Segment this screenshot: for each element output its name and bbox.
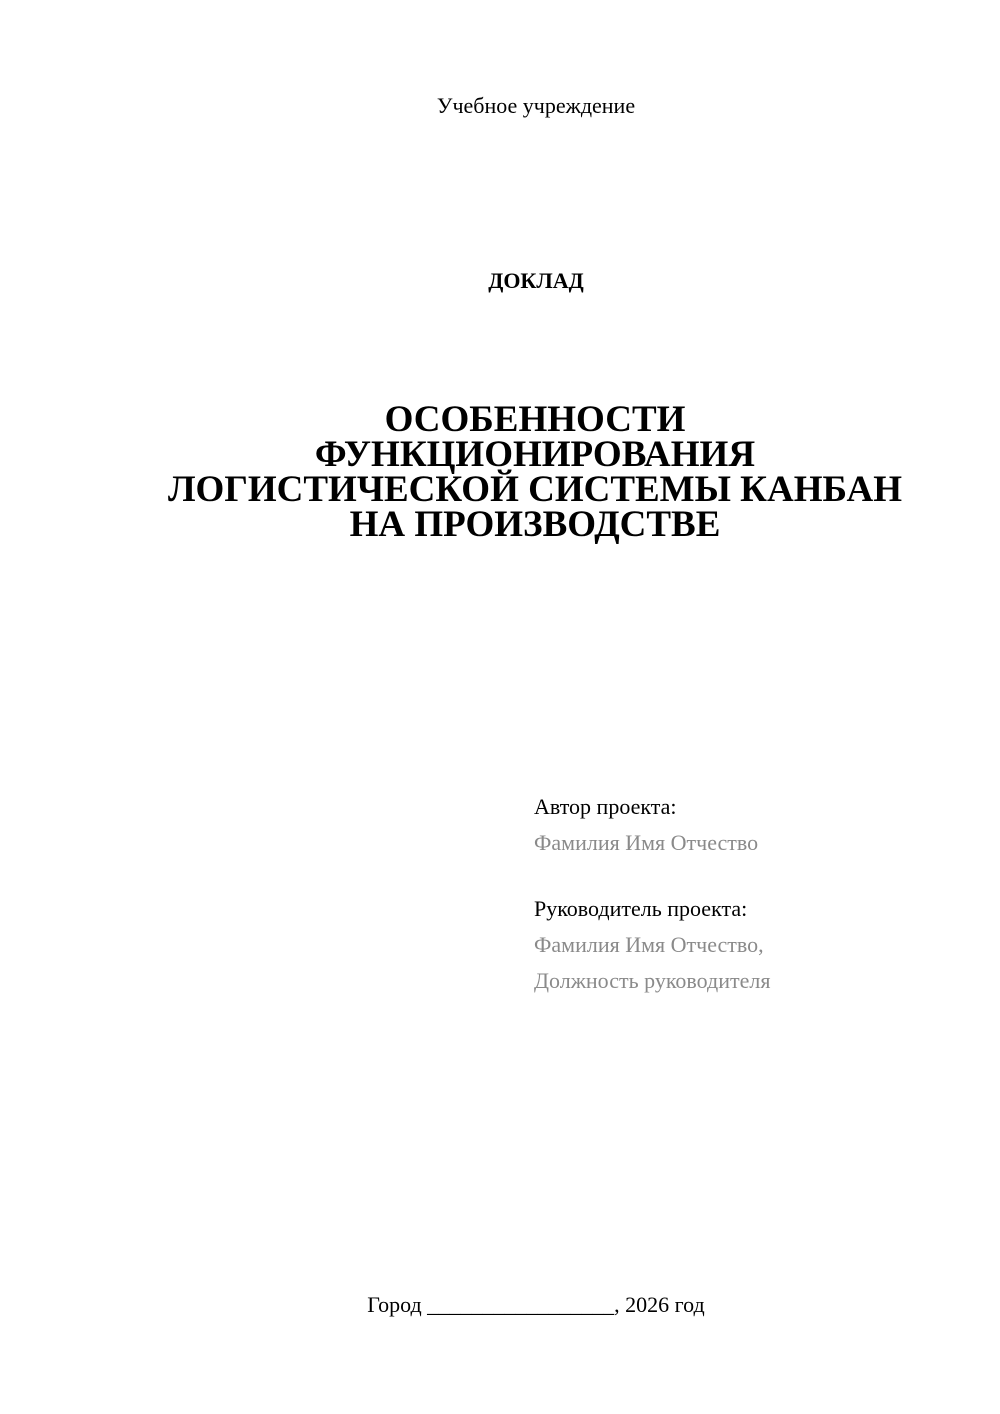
document-title — [90, 399, 980, 545]
supervisor-name: Фамилия Имя Отчество, — [534, 932, 764, 957]
author-label: Автор проекта: — [534, 794, 677, 819]
project-people — [534, 789, 974, 999]
title-line: ОСОБЕННОСТИ — [384, 399, 686, 440]
author-name: Фамилия Имя Отчество — [534, 830, 759, 855]
document-type: ДОКЛАД — [488, 268, 584, 293]
title-line: НА ПРОИЗВОДСТВЕ — [349, 504, 721, 545]
institution-name: Учебное учреждение — [436, 93, 636, 118]
supervisor-position: Должность руководителя — [534, 968, 771, 993]
city-year-line: Город _________________, 2026 год — [367, 1292, 705, 1317]
title-line: ФУНКЦИОНИРОВАНИЯ — [314, 434, 756, 475]
title-line: ЛОГИСТИЧЕСКОЙ СИСТЕМЫ КАНБАН — [167, 469, 902, 510]
spacer — [534, 861, 974, 891]
supervisor-label: Руководитель проекта: — [534, 896, 748, 921]
